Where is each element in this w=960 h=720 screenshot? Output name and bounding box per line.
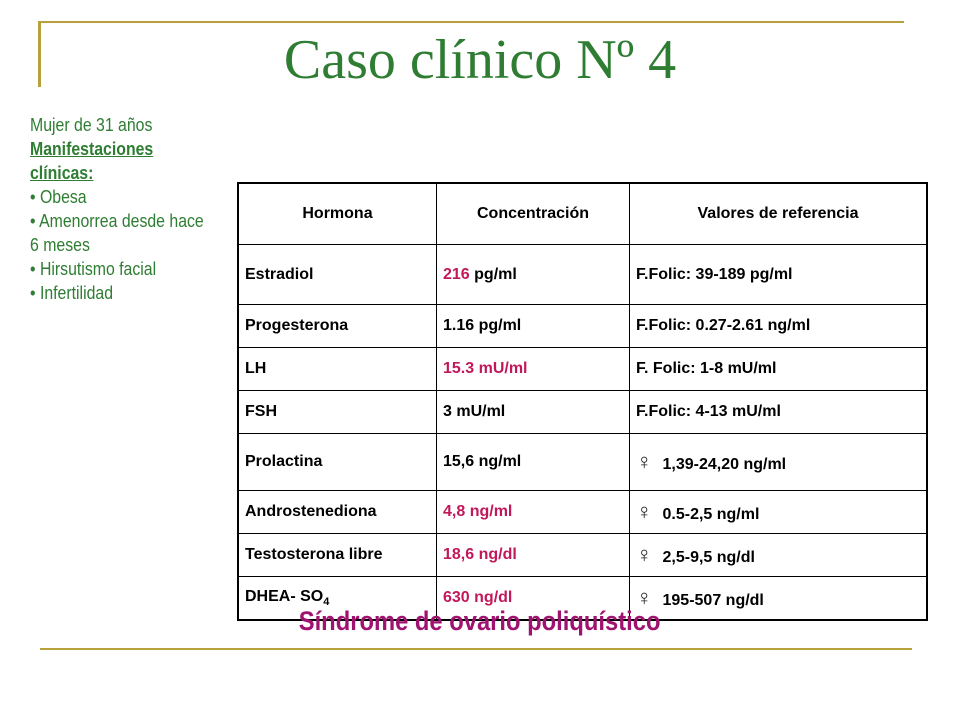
female-symbol-icon: ♀ (636, 499, 653, 524)
hormone-name: Progesterona (238, 305, 437, 348)
slide-title: Caso clínico Nº 4 (283, 29, 677, 91)
female-symbol-icon: ♀ (636, 449, 653, 474)
manifestation-item: • Hirsutismo facial (30, 259, 157, 279)
concentration: 1.16 pg/ml (437, 305, 630, 348)
concentration: 630 ng/dl (437, 577, 630, 620)
reference-range: F.Folic: 0.27-2.61 ng/ml (630, 305, 928, 348)
concentration: 3 mU/ml (437, 391, 630, 434)
patient-info (30, 113, 206, 305)
hormone-name: Prolactina (238, 434, 437, 491)
table-row (238, 348, 927, 391)
reference-range: F.Folic: 39-189 pg/ml (630, 245, 928, 305)
table-row (238, 391, 927, 434)
manifestations-heading: Manifestaciones clínicas: (30, 139, 154, 183)
header-reference: Valores de referencia (630, 183, 928, 245)
female-symbol-icon: ♀ (636, 584, 653, 610)
concentration: 15,6 ng/ml (437, 434, 630, 491)
hormone-name: Estradiol (238, 245, 437, 305)
table-row (238, 305, 927, 348)
reference-range: ♀ 195-507 ng/dl (630, 577, 928, 620)
header-concentration: Concentración (437, 183, 630, 245)
hormone-name: LH (238, 348, 437, 391)
bottom-rule (40, 648, 912, 650)
diagnosis: Síndrome de ovario poliquístico (298, 606, 661, 636)
hormone-name: Testosterona libre (238, 534, 437, 577)
concentration: 18,6 ng/dl (437, 534, 630, 577)
table-header-row (238, 183, 927, 245)
reference-range: ♀ 2,5-9,5 ng/dl (630, 534, 928, 577)
manifestation-item: • Obesa (30, 187, 87, 207)
reference-range: F. Folic: 1-8 mU/ml (630, 348, 928, 391)
table-row (238, 534, 927, 577)
manifestation-item: • Amenorrea desde hace 6 meses (30, 211, 204, 255)
hormone-name: Androstenediona (238, 491, 437, 534)
table-row (238, 434, 927, 491)
patient-description: Mujer de 31 años (30, 115, 153, 135)
table-row (238, 491, 927, 534)
concentration: 15.3 mU/ml (437, 348, 630, 391)
manifestation-item: • Infertilidad (30, 283, 114, 303)
top-rule (40, 21, 904, 23)
hormone-name: FSH (238, 391, 437, 434)
reference-range: F.Folic: 4-13 mU/ml (630, 391, 928, 434)
female-symbol-icon: ♀ (636, 542, 653, 567)
table-row (238, 245, 927, 305)
header-hormone: Hormona (238, 183, 437, 245)
concentration: 4,8 ng/ml (437, 491, 630, 534)
reference-range: ♀ 0.5-2,5 ng/ml (630, 491, 928, 534)
reference-range: ♀ 1,39-24,20 ng/ml (630, 434, 928, 491)
concentration: 216 pg/ml (437, 245, 630, 305)
hormone-table (237, 182, 928, 621)
hormone-name: DHEA- $SO_4$ (238, 577, 437, 620)
